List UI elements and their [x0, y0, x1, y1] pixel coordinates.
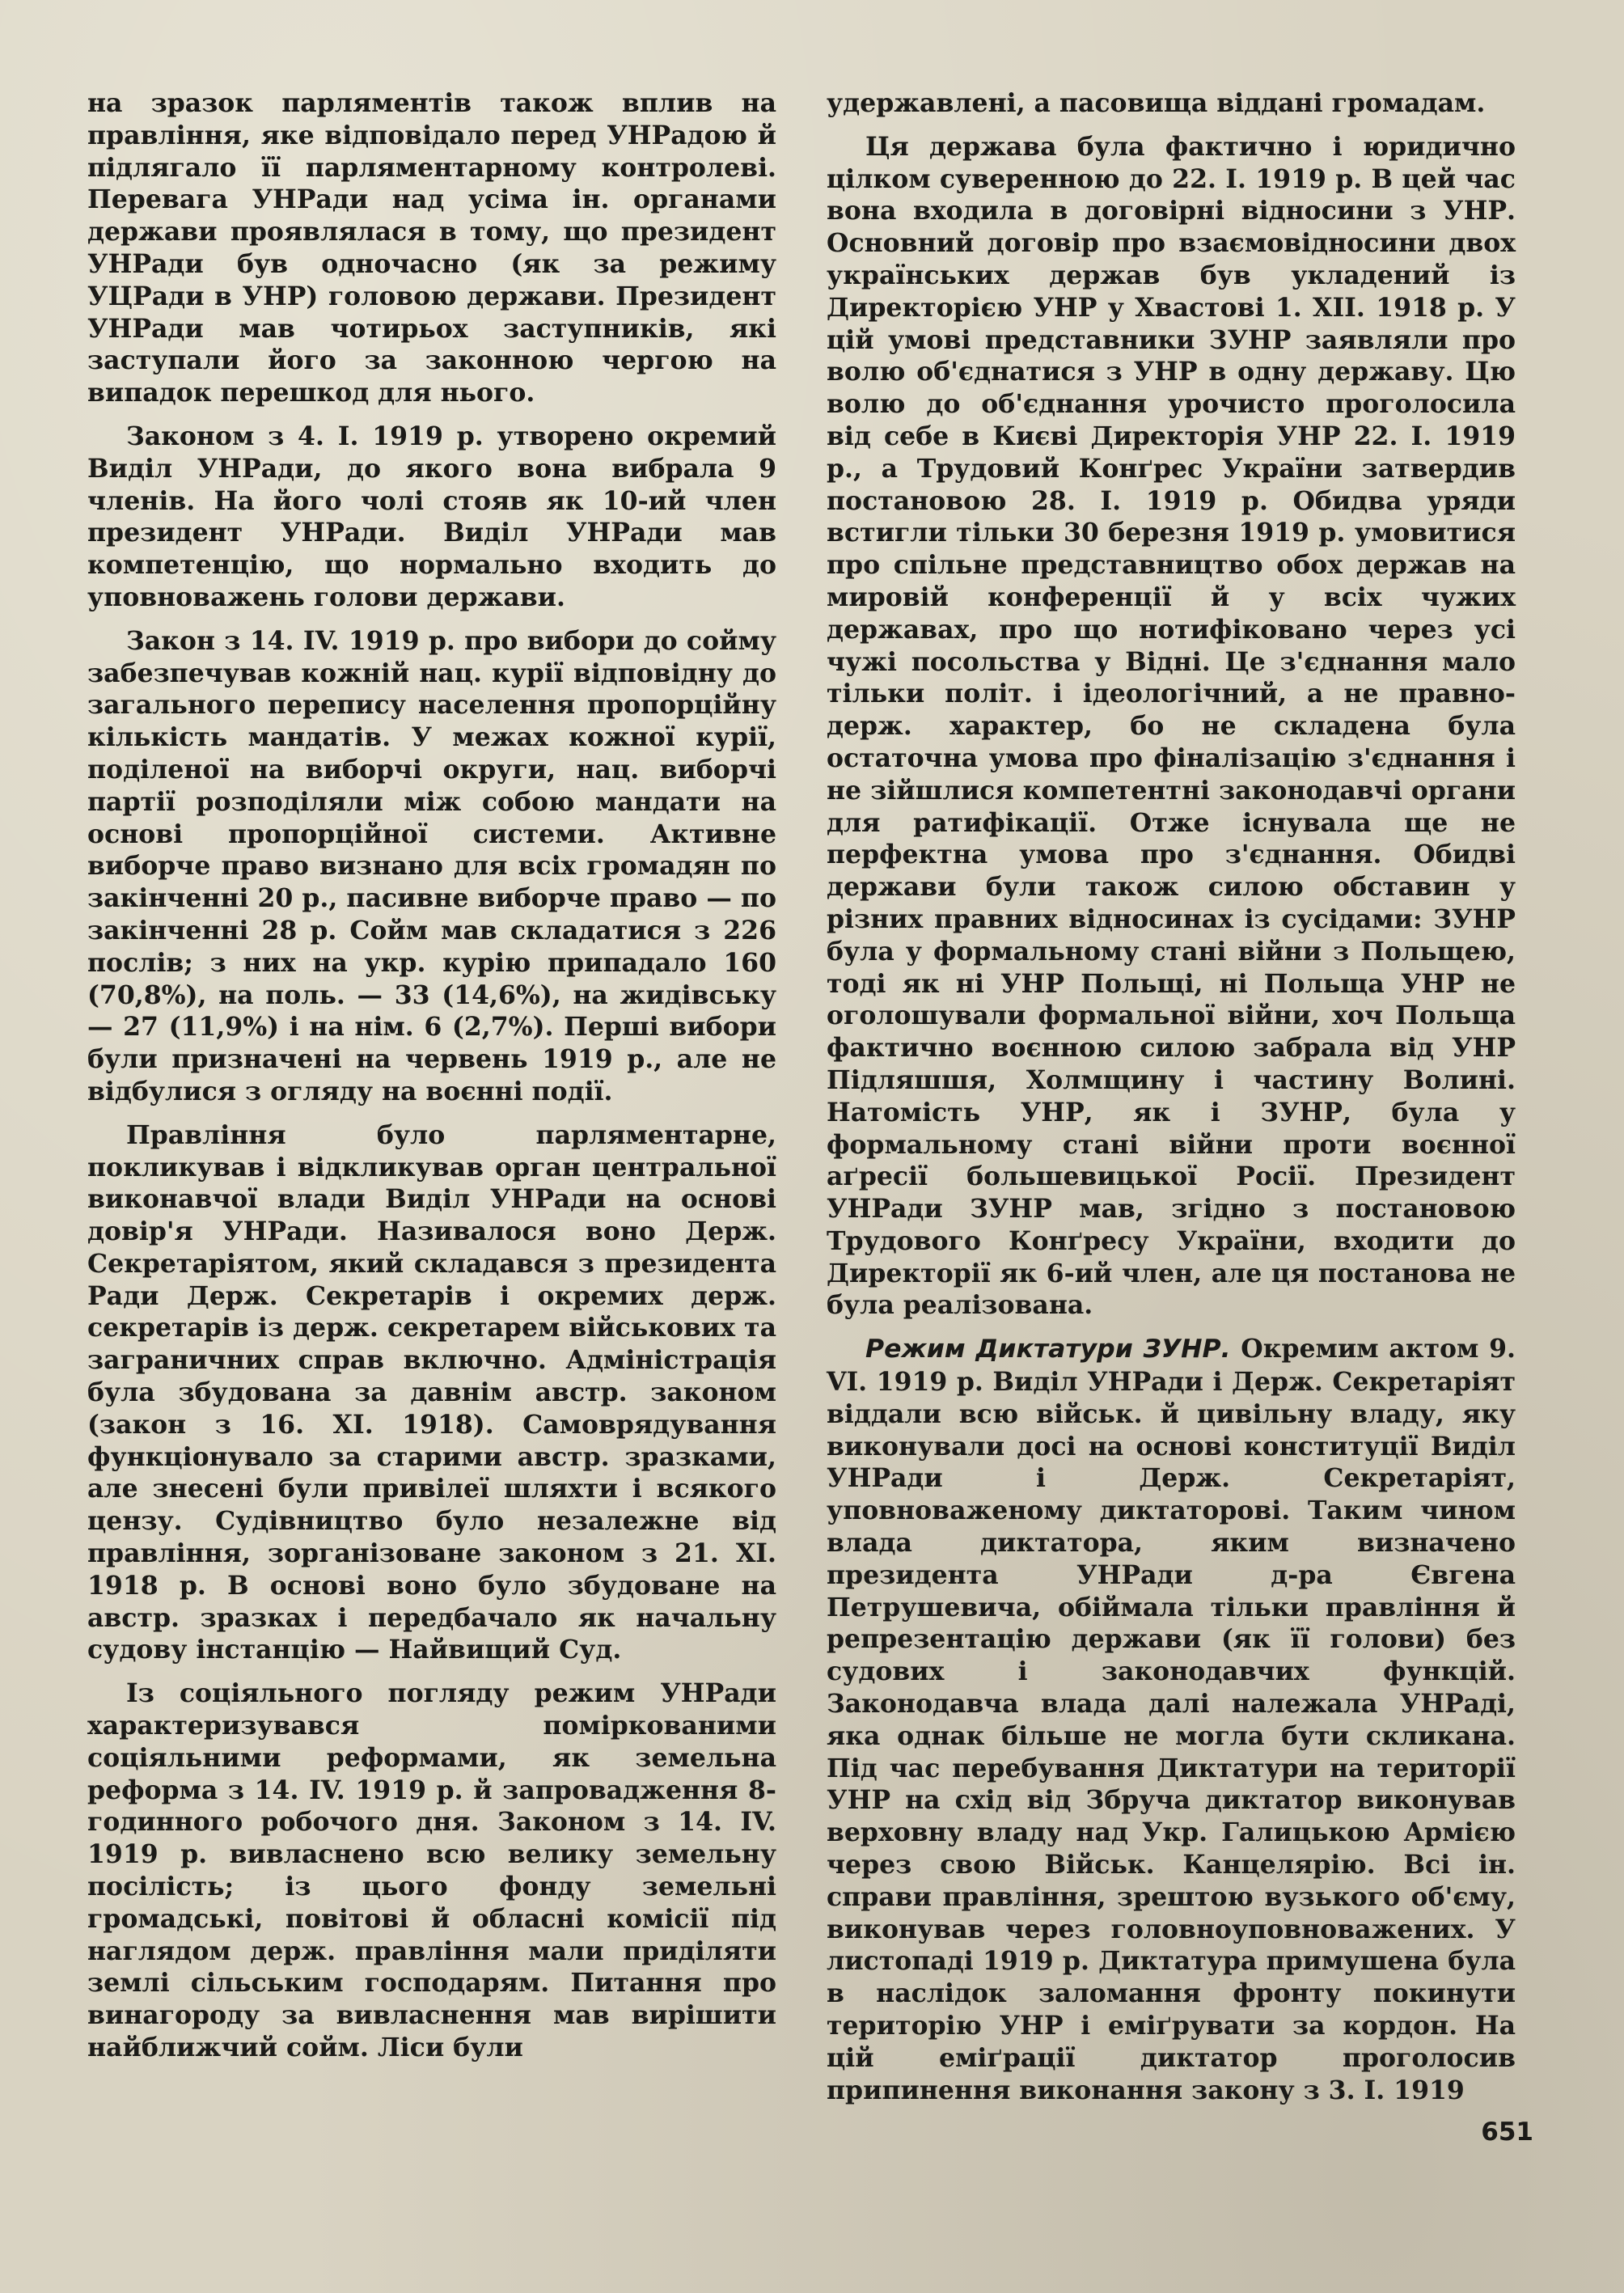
right-column — [827, 87, 1516, 2117]
left-paragraph-1: на зразок парляментів також вплив на правління, яке відповідало перед УНРадою й підлягало її парляментарному контролеві. Перевага УНРади над усіма ін. органами держави проявлялася в тому, що президент УНРади був одночасно (як за режиму УЦРади в УНР) головою держави. Президент УНРади мав чотирьох заступників, які заступали його за законною чергою на випадок перешкод для нього. — [87, 88, 776, 408]
left-paragraph-3: Закон з 14. IV. 1919 р. про вибори до сойму забезпечував кожній нац. курії відповідну до загального перепису населення пропорційну кількість мандатів. У межах кожної курії, поділеної на виборчі округи, нац. виборчі партії розподіляли між собою мандати на основі пропорційної системи. Активне виборче право визнано для всіх громадян по закінченні 20 р., пасивне виборче право — по закінченні 28 р. Сойм мав складатися з 226 послів; з них на укр. курію припадало 160 (70,8%), на поль. — 33 (14,6%), на жидівську — 27 (11,9%) і на нім. 6 (2,7%). Перші вибори були призначені на червень 1919 р., але не відбулися з огляду на воєнні події. — [87, 625, 776, 1106]
left-paragraph-2: Законом з 4. І. 1919 р. утворено окремий Виділ УНРади, до якого вона вибрала 9 членів. На його чолі стояв як 10-ий член президент УНРади. Виділ УНРади мав компетенцію, що нормально входить до уповноважень голови держави. — [87, 421, 776, 612]
page-number: 651 — [1481, 2117, 1533, 2147]
left-paragraph-5: Із соціяльного погляду режим УНРади характеризувався поміркованими соціяльними реформами, як земельна реформа з 14. IV. 1919 р. й запровадження 8-годинного робочого дня. Законом з 14. IV. 1919 р. вивласнено всю велику земельну посілість; із цього фонду земельні громадські, повітові й обласні комісії під наглядом держ. правління мали приділяти землі сільським господарям. Питання про винагороду за вивласнення мав вирішити найближчий сойм. Ліси були — [87, 1678, 776, 2063]
left-column — [87, 87, 776, 2075]
section-heading-dictatorship: Режим Диктатури ЗУНР. — [865, 1335, 1231, 1364]
right-paragraph-2: Ця держава була фактично і юридично цілком суверенною до 22. І. 1919 р. В цей час вона входила в договірні відносини з УНР. Основний договір про взаємовідносини двох українських держав був укладений із Директорією УНР у Хвастові 1. XII. 1918 р. У цій умові представники ЗУНР заявляли про волю об'єднатися з УНР в одну державу. Цю волю до об'єднання урочисто проголосила від себе в Києві Директорія УНР 22. І. 1919 р., а Трудовий Конґрес України затвердив постановою 28. І. 1919 р. Обидва уряди встигли тільки 30 березня 1919 р. умовитися про спільне представництво обох держав на мировій конференції й у всіх чужих державах, про що нотифіковано через усі чужі посольства у Відні. Це з'єднання мало тільки політ. і ідеологічний, а не правно-держ. характер, бо не складена була остаточна умова про фіналізацію з'єднання і не зійшлися компетентні законодавчі органи для ратифікації. Отже існувала ще не перфектна умова про з'єднання. Обидві держави були також силою обставин у різних правних відносинах із сусідами: ЗУНР була у формальному стані війни з Польщею, тоді як ні УНР Польщі, ні Польща УНР не оголошували формальної війни, хоч Польща фактично воєнною силою забрала від УНР Підляшшя, Холмщину і частину Волині. Натомість УНР, як і ЗУНР, була у формальному стані війни проти воєнної аґресії большевицької Росії. Президент УНРади ЗУНР мав, згідно з постановою Трудового Конґресу України, входити до Директорії як 6-ий член, але ця постанова не була реалізована. — [827, 131, 1516, 1321]
left-paragraph-4: Правління було парляментарне, покликував і відкликував орган центральної виконавчої влади Виділ УНРади на основі довір'я УНРади. Називалося воно Держ. Секретаріятом, який складався з президента Ради Держ. Секретарів і окремих держ. секретарів із держ. секретарем військових та заграничних справ включно. Адміністрація була збудована за давнім австр. законом (закон з 16. XI. 1918). Самоврядування функціонувало за старими австр. зразками, але знесені були привілеї шляхти і всякого цензу. Судівництво було незалежне від правління, зорганізоване законом з 21. XI. 1918 р. В основі воно було збудоване на австр. зразках і передбачало як начальну судову інстанцію — Найвищий Суд. — [87, 1119, 776, 1665]
right-paragraph-3-body: Окремим актом 9. VI. 1919 р. Виділ УНРади і Держ. Секретаріят віддали всю військ. й цивільну владу, яку виконували досі на основі конституції Виділ УНРади і Держ. Секретаріят, уповноваженому диктаторові. Таким чином влада диктатора, яким визначено президента УНРади д-ра Євгена Петрушевича, обіймала тільки правління й репрезентацію держави (як її голови) без судових і законодавчих функцій. Законодавча влада далі належала УНРаді, яка однак більше не могла бути скликана. Під час перебування Диктатури на території УНР на схід від Збруча диктатор виконував верховну владу над Укр. Галицькою Армією через свою Військ. Канцелярію. Всі ін. справи правління, зрештою вузького об'єму, виконував через головноуповноважених. У листопаді 1919 р. Диктатура примушена була в наслідок заломання фронту покинути територію УНР і еміґрувати за кордон. На цій еміґрації диктатор проголосив припинення виконання закону з 3. І. 1919 — [827, 1334, 1516, 2105]
right-paragraph-1: удержавлені, а пасовища віддані громадам. — [827, 88, 1486, 118]
right-paragraph-3 — [827, 1333, 1516, 2106]
